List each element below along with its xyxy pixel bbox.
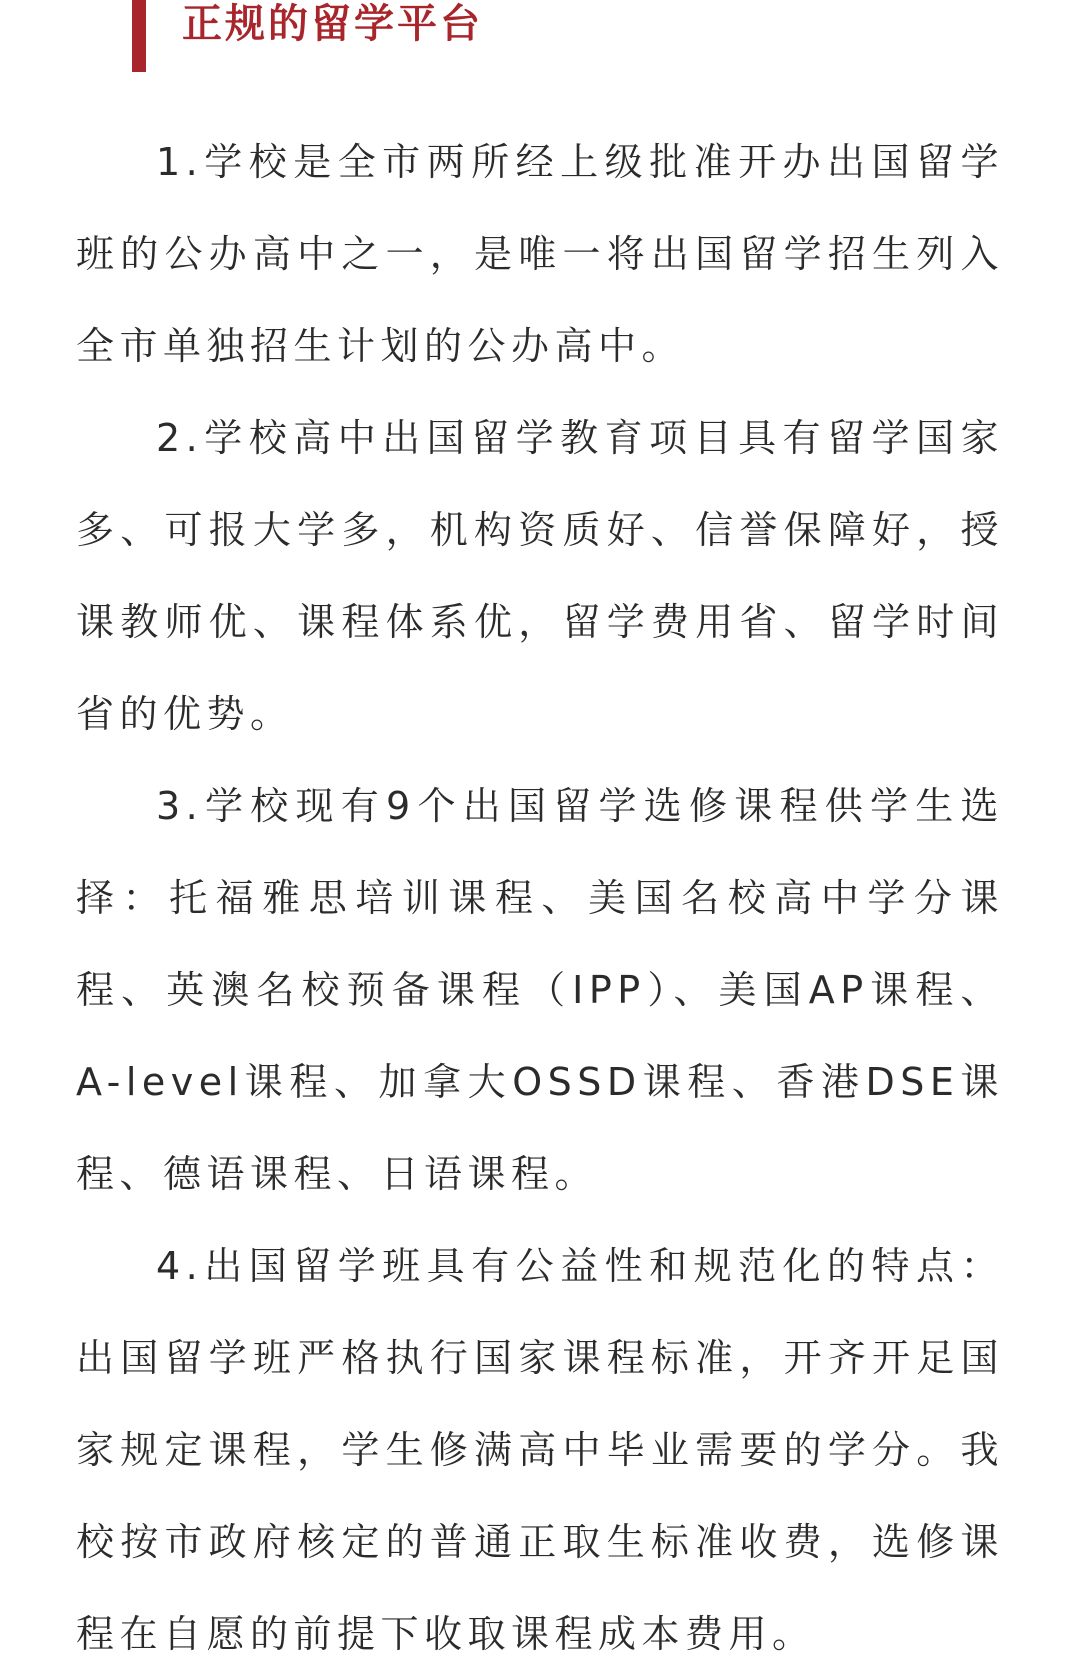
section-title: 正规的留学平台 [182,0,483,47]
paragraph-3: 3.学校现有9个出国留学选修课程供学生选择：托福雅思培训课程、美国名校高中学分课程、英澳名校预备课程（IPP）、美国AP课程、A-level课程、加拿大OSSD课程、香港DSE课程、德语课程、日语课程。 [76,784,1004,1196]
paragraph-4: 4.出国留学班具有公益性和规范化的特点：出国留学班严格执行国家课程标准，开齐开足国家规定课程，学生修满高中毕业需要的学分。我校按市政府核定的普通正取生标准收费，选修课程在自愿的前提下收取课程成本费用。 [76,1244,1004,1656]
paragraph-2: 2.学校高中出国留学教育项目具有留学国家多、可报大学多，机构资质好、信誉保障好，授课教师优、课程体系优，留学费用省、留学时间省的优势。 [76,416,1004,736]
paragraph-1: 1.学校是全市两所经上级批准开办出国留学班的公办高中之一，是唯一将出国留学招生列入全市单独招生计划的公办高中。 [76,140,1004,368]
article-body [76,116,1004,1680]
section-header [132,0,483,72]
accent-bar [132,0,146,72]
